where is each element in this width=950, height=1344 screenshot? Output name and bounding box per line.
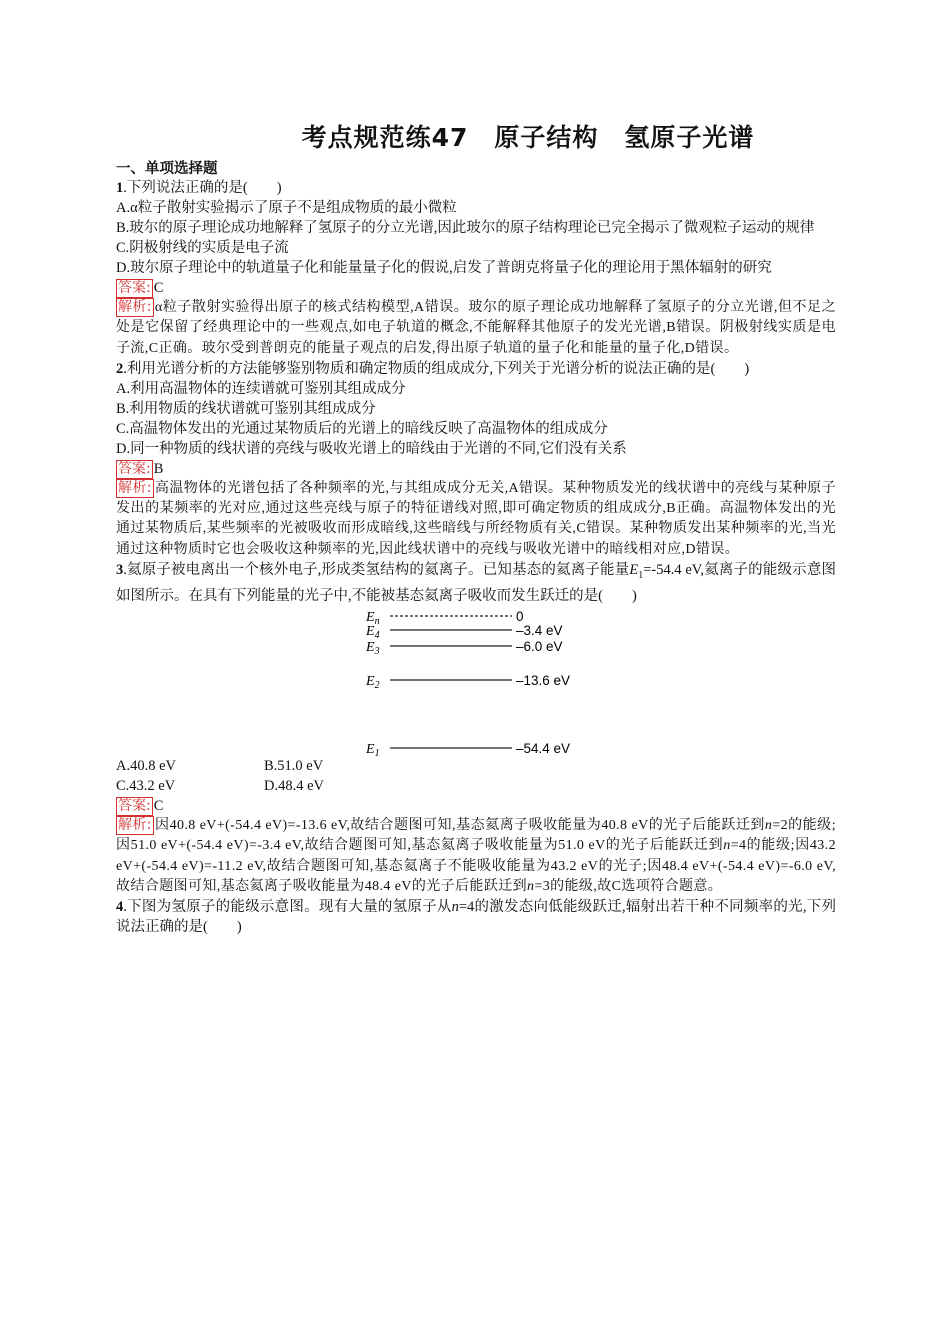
answer-value: C (153, 797, 164, 814)
analysis-text: =4的能级;因43.2 eV+(-54.4 eV)=-11.2 eV,故结合题图可知,基态氦离子不能吸收能量为43.2 eV的光子;因48.4 eV+(-54.4 eV)=-6.0 eV,故结合题图可知,基态氦离子吸收能量为48.4 eV的光子后能跃迁到 (116, 838, 836, 894)
question-text: .氦原子被电离出一个核外电子,形成类氢结构的氦离子。已知基态的氦离子能量 (123, 562, 630, 579)
question-stem (116, 178, 836, 198)
analysis-text: =3的能级,故C选项符合题意。 (534, 878, 723, 894)
option-b: B.51.0 eV (264, 757, 324, 774)
question-text-cont: =-54.4 eV,氦离子的能级示意图如图所示。在具有下列能量的光子中,不能被基态氦离子吸收而发生跃迁的是( ) (116, 562, 836, 604)
question-number: 4 (116, 899, 124, 916)
option-c: C.阴极射线的实质是电子流 (116, 240, 289, 256)
level-value: 0 (516, 608, 524, 624)
level-label: $E_1$ (366, 741, 380, 756)
question-number: 1 (116, 180, 124, 196)
option-b: B.利用物质的线状谱就可鉴别其组成成分 (116, 400, 376, 417)
question-2 (116, 359, 836, 560)
option-d: D.玻尔原子理论中的轨道量子化和能量量子化的假说,启发了普朗克将量子化的理论用于黑体辐射的研究 (116, 260, 772, 276)
option-a: A.40.8 eV (116, 757, 177, 774)
question-text: .下图为氢原子的能级示意图。现有大量的氢原子从 (123, 899, 452, 916)
page-title: 考点规范练47 原子结构 氢原子光谱 (301, 123, 755, 152)
answer-tag: 答案: (118, 797, 151, 814)
question-number: 3 (116, 562, 124, 579)
variable-n: n (451, 899, 459, 916)
analysis-line (116, 479, 836, 560)
energy-level-diagram (366, 606, 606, 756)
question-1 (116, 178, 836, 359)
question-number: 2 (116, 360, 124, 377)
option-c: C.43.2 eV (116, 777, 176, 794)
level-label: $E_n$ (366, 609, 380, 627)
energy-levels (366, 609, 570, 756)
options-row-2 (116, 776, 836, 796)
answer-line (116, 796, 836, 816)
answer-line (116, 459, 836, 479)
level-label: $E_3$ (366, 639, 380, 657)
variable-n: n (723, 838, 731, 854)
subscript: 1 (638, 569, 644, 581)
options-row-1 (116, 756, 836, 776)
analysis-line (116, 816, 836, 897)
question-3 (116, 560, 836, 897)
document-body (116, 118, 836, 937)
answer-value: C (153, 280, 164, 296)
question-text: .下列说法正确的是( ) (123, 180, 282, 196)
analysis-tag: 解析: (118, 479, 152, 496)
analysis-tag: 解析: (118, 816, 152, 833)
option-b: B.玻尔的原子理论成功地解释了氢原子的分立光谱,因此玻尔的原子结构理论已完全揭示了微观粒子运动的规律 (116, 220, 815, 236)
answer-tag: 答案: (118, 460, 151, 477)
variable-e: E (629, 562, 639, 579)
option-a: A.利用高温物体的连续谱就可鉴别其组成成分 (116, 380, 406, 397)
variable-n: n (527, 878, 535, 894)
analysis-text: α粒子散射实验得出原子的核式结构模型,A错误。玻尔的原子理论成功地解释了氢原子的分立光谱,但不足之处是它保留了经典理论中的一些观点,如电子轨道的概念,不能解释其他原子的发光光谱,B错误。阴极射线实质是电子流,C正确。玻尔受到普朗克的能量子观点的启发,得出原子轨道的量子化和能量的量子化,D错误。 (116, 300, 836, 356)
level-value: –3.4 eV (516, 622, 563, 638)
question-text: .利用光谱分析的方法能够鉴别物质和确定物质的组成成分,下列关于光谱分析的说法正确的是( ) (123, 360, 750, 377)
analysis-text: 高温物体的光谱包括了各种频率的光,与其组成成分无关,A错误。某种物质发光的线状谱中的亮线与某种原子发出的某频率的光对应,通过这些亮线与原子的特征谱线对照,即可确定物质的组成成分,B正确。高温物体发出的光通过某物质后,某些频率的光被吸收而形成暗线,这些暗线与所经物质有关,C错误。某种物质发出某种频率的光,当光通过这种物质时它也会吸收这种频率的光,因此线状谱中的亮线与吸收光谱中的暗线相对应,D错误。 (116, 480, 836, 557)
section-heading: 一、单项选择题 (116, 161, 218, 177)
option-c: C.高温物体发出的光通过某物质后的光谱上的暗线反映了高温物体的组成成分 (116, 420, 608, 437)
question-stem (116, 560, 836, 606)
option-d: D.同一种物质的线状谱的亮线与吸收光谱上的暗线由于光谱的不同,它们没有关系 (116, 440, 627, 457)
analysis-line (116, 298, 836, 359)
analysis-text: =2的能级;因51.0 eV+(-54.4 eV)=-3.4 eV,故结合题图可知,基态氦离子吸收能量为51.0 eV的光子后能跃迁到 (116, 817, 836, 854)
answer-value: B (153, 460, 164, 477)
question-stem (116, 897, 836, 937)
level-label: $E_2$ (366, 673, 380, 691)
variable-n: n (764, 817, 773, 833)
question-text-cont: =4的激发态向低能级跃迁,辐射出若干种不同频率的光,下列说法正确的是( ) (116, 899, 836, 936)
option-a: A.α粒子散射实验揭示了原子不是组成物质的最小微粒 (116, 200, 457, 216)
analysis-text: 因40.8 eV+(-54.4 eV)=-13.6 eV,故结合题图可知,基态氦离子吸收能量为40.8 eV的光子后能跃迁到 (154, 817, 765, 833)
question-4 (116, 897, 836, 937)
level-value: –54.4 eV (516, 740, 571, 756)
answer-tag: 答案: (118, 280, 151, 296)
answer-line (116, 278, 836, 298)
level-value: –13.6 eV (516, 672, 571, 688)
option-d: D.48.4 eV (264, 777, 325, 794)
level-label: $E_4$ (366, 623, 380, 641)
level-value: –6.0 eV (516, 638, 563, 654)
analysis-tag: 解析: (118, 299, 152, 315)
question-stem (116, 359, 836, 379)
